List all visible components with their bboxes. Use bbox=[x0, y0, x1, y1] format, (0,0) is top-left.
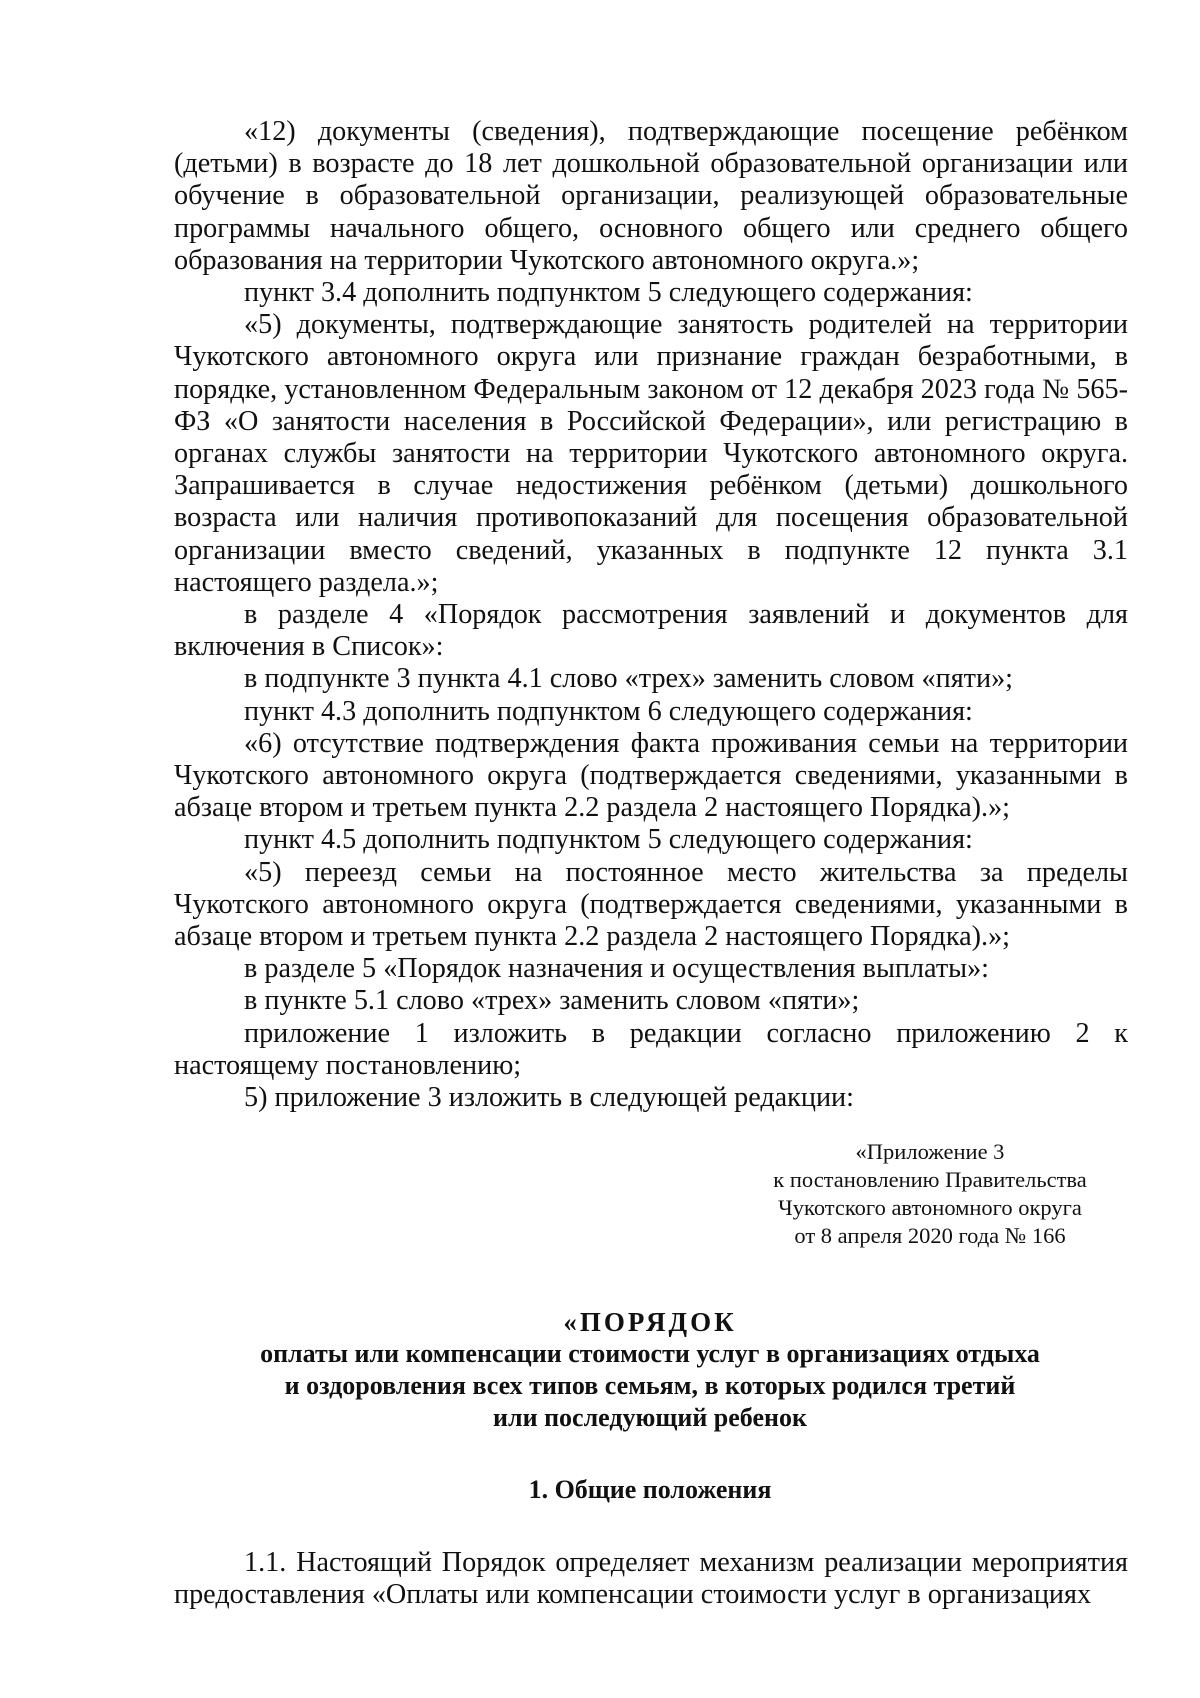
paragraph-clause-5-1: в пункте 5.1 слово «трех» заменить словом «пяти»; bbox=[244, 985, 860, 1017]
paragraph-1-1: 1.1. Настоящий Порядок определяет механизм реализации мероприятия предоставления «Оплаты или компенсации стоимости услуг в организациях bbox=[174, 1547, 1128, 1611]
amendment-text bbox=[174, 116, 1128, 1114]
paragraph-clause-4-3: пункт 4.3 дополнить подпунктом 6 следующего содержания: bbox=[244, 695, 973, 727]
paragraph-clause-3-4: пункт 3.4 дополнить подпунктом 5 следующего содержания: bbox=[244, 277, 973, 309]
attachment-line: от 8 апреля 2020 года № 166 bbox=[794, 1223, 1066, 1248]
attachment-line: к постановлению Правительства bbox=[773, 1167, 1087, 1192]
section-heading: 1. Общие положения bbox=[528, 1475, 772, 1504]
paragraph-item-12: «12) документы (сведения), подтверждающие посещение ребёнком (детьми) в возрасте до 18 лет дошкольной образовательной организации или обучение в образовательной организации, реализующей образовательные программы начального общего, основного общего или среднего общего образования на территории Чукотского автономного округа.»; bbox=[174, 116, 1128, 276]
paragraph-section-5: в разделе 5 «Порядок назначения и осуществления выплаты»: bbox=[244, 953, 990, 985]
paragraph-item-6: «6) отсутствие подтверждения факта проживания семьи на территории Чукотского автономного округа (подтверждается сведениями, указанными в абзаце втором и третьем пункта 2.2 раздела 2 настоящего Порядка).»; bbox=[174, 727, 1128, 824]
paragraph-item-5-relocation: «5) переезд семьи на постоянное место жительства за пределы Чукотского автономного округа (подтверждается сведениями, указанными в абзаце втором и третьем пункта 2.2 раздела 2 настоящего Порядка).»; bbox=[174, 856, 1128, 953]
title-line: оплаты или компенсации стоимости услуг в организациях отдыха bbox=[260, 1339, 1040, 1368]
paragraph-item-5-employment: «5) документы, подтверждающие занятость родителей на территории Чукотского автономного округа или признание граждан безработными, в порядке, установленном Федеральным законом от 12 декабря 2023 года № 565-ФЗ «О занятости населения в Российской Федерации», или регистрацию в органах службы занятости на территории Чукотского автономного округа. Запрашивается в случае недостижения ребёнком (детьми) дошкольного возраста или наличия противопоказаний для посещения образовательной организации вместо сведений, указанных в подпункте 12 пункта 3.1 настоящего раздела.»; bbox=[174, 309, 1128, 598]
intro-text bbox=[174, 1547, 1128, 1611]
attachment-line: Чукотского автономного округа bbox=[778, 1195, 1082, 1220]
attachment-header bbox=[700, 1138, 1160, 1250]
paragraph-appendix-1: приложение 1 изложить в редакции согласно приложению 2 к настоящему постановлению; bbox=[174, 1017, 1128, 1081]
paragraph-clause-4-1: в подпункте 3 пункта 4.1 слово «трех» заменить словом «пяти»; bbox=[244, 663, 1013, 695]
title-line: и оздоровления всех типов семьям, в которых родился третий bbox=[284, 1371, 1016, 1400]
title-line: или последующий ребенок bbox=[493, 1403, 807, 1432]
attachment-line: «Приложение 3 bbox=[855, 1139, 1005, 1164]
paragraph-appendix-3: 5) приложение 3 изложить в следующей редакции: bbox=[244, 1082, 854, 1114]
document-title bbox=[170, 1306, 1130, 1434]
title-lead: «ПОРЯДОК bbox=[563, 1307, 737, 1337]
paragraph-section-4: в разделе 4 «Порядок рассмотрения заявлений и документов для включения в Список»: bbox=[174, 599, 1128, 663]
paragraph-clause-4-5: пункт 4.5 дополнить подпунктом 5 следующего содержания: bbox=[244, 824, 973, 856]
